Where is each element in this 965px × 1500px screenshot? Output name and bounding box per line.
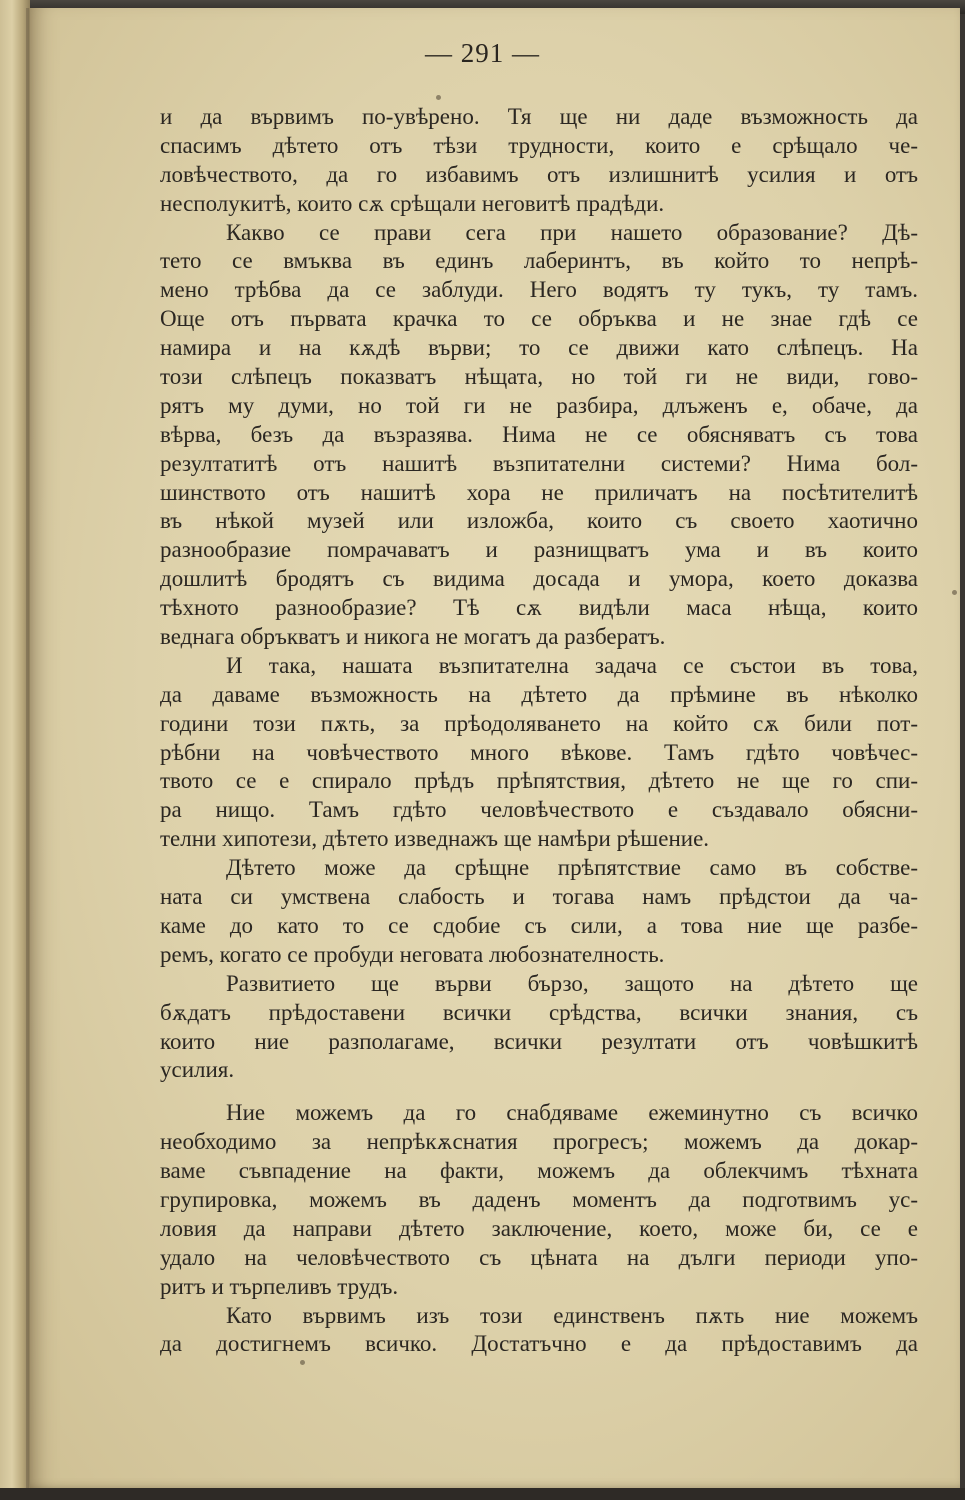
text-line: този слѣпецъ показватъ нѣщата, но той ги не види, гово- — [160, 364, 918, 390]
text-line: тѣхното разнообразие? Тѣ сѫ видѣли маса нѣща, които — [160, 595, 918, 621]
text-line: разнообразие помрачаватъ и разнищватъ ума и въ които — [160, 537, 918, 563]
text-line: рѣбни на човѣчеството много вѣкове. Тамъ гдѣто човѣчес- — [160, 739, 918, 765]
text-line: намира и на кѫдѣ върви; то се движи като слѣпецъ. На — [160, 335, 918, 361]
text-line: въ нѣкой музей или изложба, които съ своето хаотично — [160, 508, 918, 534]
text-line: усилия. — [160, 1057, 235, 1083]
paragraph — [160, 103, 918, 219]
text-line: вѣрва, безъ да възразява. Нима не се обясняватъ съ това — [160, 421, 918, 447]
gutter-shadow — [26, 8, 29, 1490]
ink-speck — [300, 1360, 305, 1365]
text-line: които ние разполагаме, всички резултати отъ човѣшкитѣ — [160, 1028, 918, 1054]
ink-speck — [436, 95, 441, 100]
text-line: мено трѣбва да се заблуди. Него водятъ ту тукъ, ту тамъ. — [160, 277, 918, 303]
text-line: рятъ му думи, но той ги не разбира, длъженъ е, обаче, да — [160, 392, 918, 418]
text-line: Дѣтето може да срѣщне прѣпятствие само въ собстве- — [226, 855, 918, 881]
paragraph — [160, 970, 918, 1086]
paragraph — [160, 1085, 918, 1301]
text-line: ловѣчеството, да го избавимъ отъ излишнитѣ усилия и отъ — [160, 161, 918, 187]
text-line: необходимо за непрѣкѫснатия прогресъ; можемъ да докар- — [160, 1129, 918, 1155]
text-line: Развитието ще върви бързо, защото на дѣтето ще — [226, 970, 918, 996]
text-line: дошлитѣ бродятъ съ видима досада и умора, което доказва — [160, 566, 918, 592]
text-line: години този пѫть, за прѣодоляването на който сѫ били пот- — [160, 710, 918, 736]
paragraph — [160, 1302, 918, 1360]
text-line: И така, нашата възпитателна задача се състои въ това, — [226, 652, 918, 678]
text-line: бѫдатъ прѣдоставени всички срѣдства, всички знания, съ — [160, 999, 918, 1025]
paragraph-gap — [160, 1085, 918, 1099]
page-body-text — [160, 103, 918, 1359]
text-line: ловия да направи дѣтето заключение, което, може би, се е — [160, 1215, 918, 1241]
text-line: несполукитѣ, които сѫ срѣщали неговитѣ прадѣди. — [160, 190, 665, 216]
paragraph — [160, 652, 918, 854]
text-line: тето се вмъква въ единъ лаберинтъ, въ който то непрѣ- — [160, 248, 918, 274]
text-line: ритъ и търпеливъ трудъ. — [160, 1273, 399, 1299]
text-line: телни хипотези, дѣтето изведнажъ ще намѣри рѣшение. — [160, 826, 710, 852]
text-line: Като вървимъ изъ този единственъ пѫть ние можемъ — [226, 1302, 918, 1328]
text-line: ремъ, когато се пробуди неговата любознателность. — [160, 941, 665, 967]
scan-bottom-edge — [0, 1488, 965, 1500]
text-line: ваме съвпадение на факти, можемъ да облекчимъ тѣхната — [160, 1158, 918, 1184]
text-line: спасимъ дѣтето отъ тѣзи трудности, които е срѣщало че- — [160, 132, 918, 158]
ink-speck — [952, 590, 957, 595]
text-line: шинството отъ нашитѣ хора не приличатъ на посѣтителитѣ — [160, 479, 918, 505]
text-line: ра нищо. Тамъ гдѣто человѣчеството е създавало обясни- — [160, 797, 918, 823]
text-line: веднага обръкватъ и никога не могатъ да разбератъ. — [160, 624, 666, 650]
text-line: твото се е спирало прѣдъ прѣпятствия, дѣтето не ще го спи- — [160, 768, 918, 794]
text-line: Ние можемъ да го снабдяваме ежеминутно съ всичко — [226, 1100, 918, 1126]
text-line: и да вървимъ по-увѣрено. Тя ще ни даде възможность да — [160, 104, 918, 129]
text-line: удало на человѣчеството съ цѣната на дълги периоди упо- — [160, 1244, 918, 1270]
text-line: Още отъ първата крачка то се обръква и не знае гдѣ се — [160, 306, 918, 332]
text-line: Какво се прави сега при нашето образование? Дѣ- — [226, 219, 918, 245]
paragraph — [160, 854, 918, 970]
text-line: да достигнемъ всичко. Достатъчно е да прѣдоставимъ да — [160, 1331, 918, 1357]
paragraph — [160, 219, 918, 652]
text-line: да даваме възможность на дѣтето да прѣмине въ нѣколко — [160, 681, 918, 707]
text-line: резултатитѣ отъ нашитѣ възпитателни системи? Нима бол- — [160, 450, 918, 476]
page-number: — 291 — — [425, 38, 540, 68]
text-line: ната си умствена слабость и тогава намъ прѣдстои да ча- — [160, 884, 918, 910]
text-line: каме до като то се сдобие съ сили, а това ние ще разбе- — [160, 912, 918, 938]
text-line: групировка, можемъ въ даденъ моментъ да подготвимъ ус- — [160, 1186, 918, 1212]
